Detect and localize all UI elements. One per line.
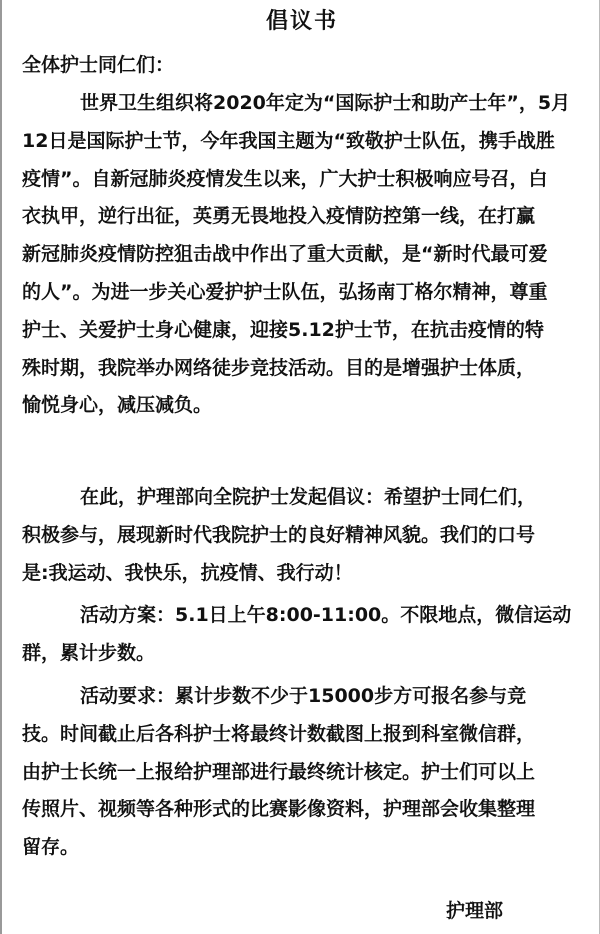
paragraph-line: 疫情”。自新冠肺炎疫情发生以来，广大护士积极响应号召，白: [22, 167, 548, 190]
paragraph-initiative-background: [22, 85, 587, 425]
paragraph-call-to-action: [22, 479, 587, 592]
paragraph-line: 由护士长统一上报给护理部进行最终统计核定。护士们可以上: [22, 760, 536, 783]
paragraph-line: 留存。: [22, 836, 80, 859]
signature: 护理部: [446, 900, 504, 922]
paragraph-line: 世界卫生组织将2020年定为“国际护士和助产士年”，5月: [80, 92, 571, 114]
paragraph-activity-plan: [22, 597, 587, 673]
paragraph-line: 愉悦身心，减压减负。: [22, 394, 213, 417]
document-title: 倡议书: [265, 9, 338, 34]
paragraph-line: 的人”。为进一步关心爱护护士队伍，弘扬南丁格尔精神，尊重: [22, 280, 548, 303]
paragraph-activity-requirements: [22, 678, 587, 867]
paragraph-line: 技。时间截止后各科护士将最终计数截图上报到科室微信群，: [22, 722, 536, 745]
paragraph-line: 活动要求：累计步数不少于15000步方可报名参与竞: [80, 685, 527, 707]
greeting: 全体护士同仁们：: [22, 54, 175, 76]
paragraph-line: 传照片、视频等各种形式的比赛影像资料，护理部会收集整理: [22, 798, 536, 821]
paragraph-line: 群，累计步数。: [22, 641, 156, 664]
paragraph-line: 护士、关爱护士身心健康，迎接5.12护士节，在抗击疫情的特: [22, 318, 544, 341]
paragraph-line: 12日是国际护士节，今年我国主题为“致敬护士队伍，携手战胜: [22, 129, 555, 152]
paragraph-line: 积极参与，展现新时代我院护士的良好精神风貌。我们的口号: [22, 523, 536, 546]
paragraph-line: 新冠肺炎疫情防控狙击战中作出了重大贡献，是“新时代最可爱: [22, 243, 548, 266]
paragraph-line: 活动方案：5.1日上午8:00-11:00。不限地点，微信运动: [80, 604, 572, 626]
paragraph-line: 衣执甲，逆行出征，英勇无畏地投入疫情防控第一线，在打赢: [22, 205, 536, 228]
paragraph-line: 在此，护理部向全院护士发起倡议：希望护士同仁们，: [80, 486, 537, 508]
paragraph-line: 殊时期，我院举办网络徒步竞技活动。目的是增强护士体质，: [22, 356, 536, 379]
paragraph-line: 是:我运动、我快乐，抗疫情、我行动！: [22, 561, 353, 584]
